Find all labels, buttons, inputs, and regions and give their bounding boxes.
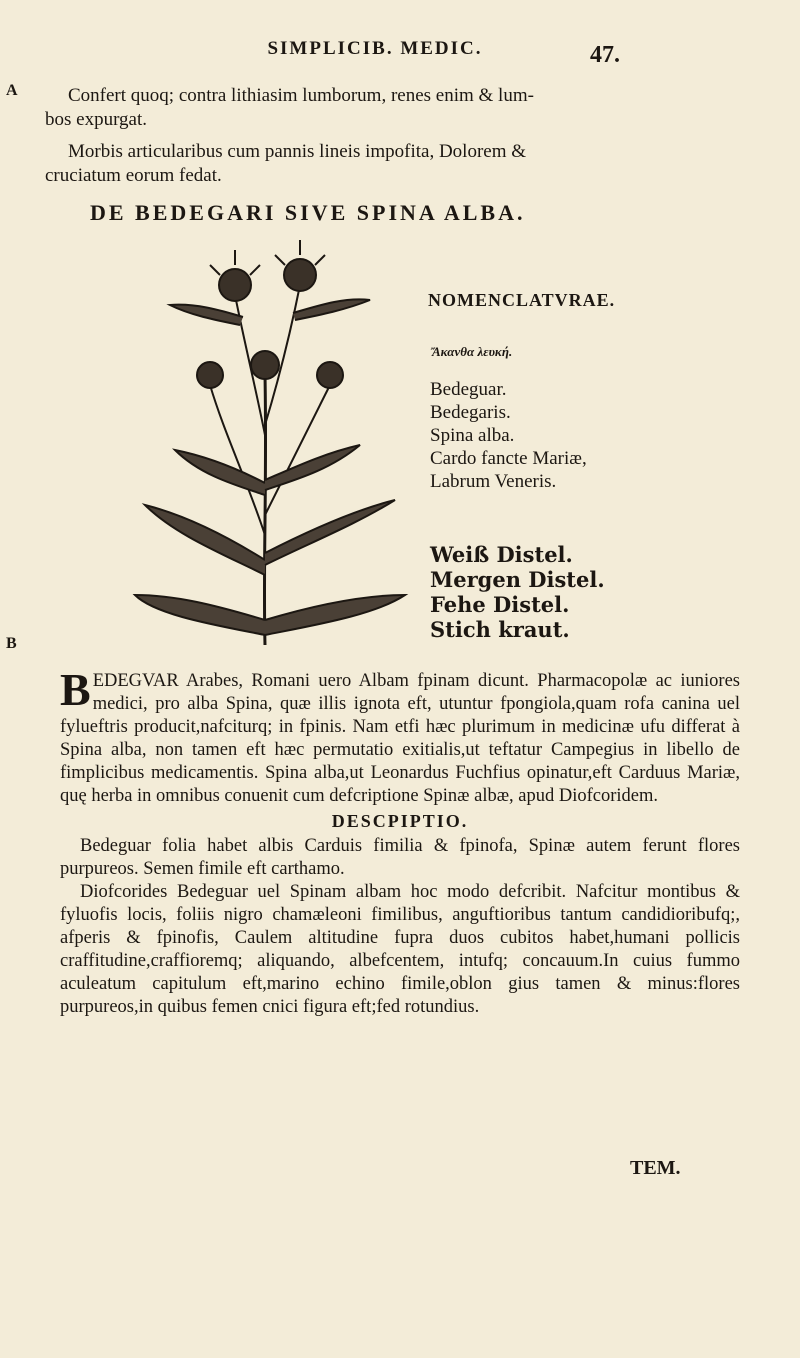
- description-title: DESCPIPTIO.: [331, 811, 469, 831]
- running-head: SIMPLICIB. MEDIC.: [267, 38, 483, 59]
- intro-line-3: Morbis articularibus cum pannis lineis impofita, Dolorem &: [68, 141, 527, 162]
- nomenclature-greek: Ἄκανθα λευκή.: [432, 344, 513, 359]
- intro-line-2: bos expurgat.: [45, 109, 148, 130]
- latin-name: Spina alba.: [430, 425, 515, 446]
- spina-alba-woodcut: [115, 235, 425, 655]
- latin-name: Labrum Veneris.: [430, 471, 557, 492]
- latin-name: Cardo fancte Mariæ,: [430, 448, 587, 469]
- margin-letter-a: A: [6, 82, 18, 99]
- margin-letter-b: B: [6, 635, 17, 652]
- page-number: 47.: [590, 42, 620, 68]
- latin-name: Bedegaris.: [430, 402, 511, 423]
- latin-name: Bedeguar.: [430, 379, 507, 400]
- german-names: [430, 542, 605, 642]
- german-name: Stich kraut.: [430, 617, 570, 642]
- paragraph-leaves: Bedeguar folia habet albis Carduis fimilia & fpinofa, Spinæ autem ferunt flores purpureos. Semen fimile eft carthamo.: [60, 836, 740, 879]
- body-text: [60, 664, 740, 1019]
- paragraph-dioscorides: Diofcorides Bedeguar uel Spinam albam hoc modo defcribit. Nafcitur montibus & fyluofis locis, foliis nigro chamæleoni fimilibus, anguftioribus tantum candidioribufq;, afperis & fpinofis, Caulem altitudine fupra duos cubitos habet,humani pollicis craffitudine,craffioremq; aliquando, albefcentem, intufq; concauum.In cuius fummo aculeatum capitulum eft,marino echino fimile,oblon gius tamen & minus:flores purpureos,in quibus femen cnici figura eft;fed rotundius.: [60, 882, 740, 1017]
- latin-names: [430, 378, 587, 493]
- german-name: Weiß Distel.: [430, 542, 573, 567]
- intro-line-1: Confert quoq; contra lithiasim lumborum, renes enim & lum-: [68, 85, 534, 106]
- nomenclature-title: NOMENCLATVRAE.: [428, 290, 616, 310]
- intro-line-4: cruciatum eorum fedat.: [45, 165, 222, 186]
- paragraph-bedeguar: [60, 664, 740, 808]
- section-title: DE BEDEGARI SIVE SPINA ALBA.: [90, 200, 526, 225]
- paragraph-text: EDEGVAR Arabes, Romani uero Albam fpinam dicunt. Pharmacopolæ ac iuniores medici, pro alba Spina, quæ illis ignota eft, utuntur fpongiola,quam rofa canina uel fylueftris producit,nafciturq; in fpinis. Nam etfi hæc plurimum in medicinæ ufu differat à Spina alba, non tamen eft hæc permutatio exitialis,ut teftatur Campegius in libello de fimplicibus medicamentis. Spina alba,ut Leonardus Fuchfius opinatur,eft Carduus Mariæ, quę herba in omnibus conuenit cum defcriptione Spinæ albæ, apud Diofcoridem.: [60, 671, 740, 806]
- drop-cap: B: [60, 664, 91, 715]
- german-name: Fehe Distel.: [430, 592, 570, 617]
- catchword: TEM.: [630, 1157, 681, 1179]
- german-name: Mergen Distel.: [430, 567, 605, 592]
